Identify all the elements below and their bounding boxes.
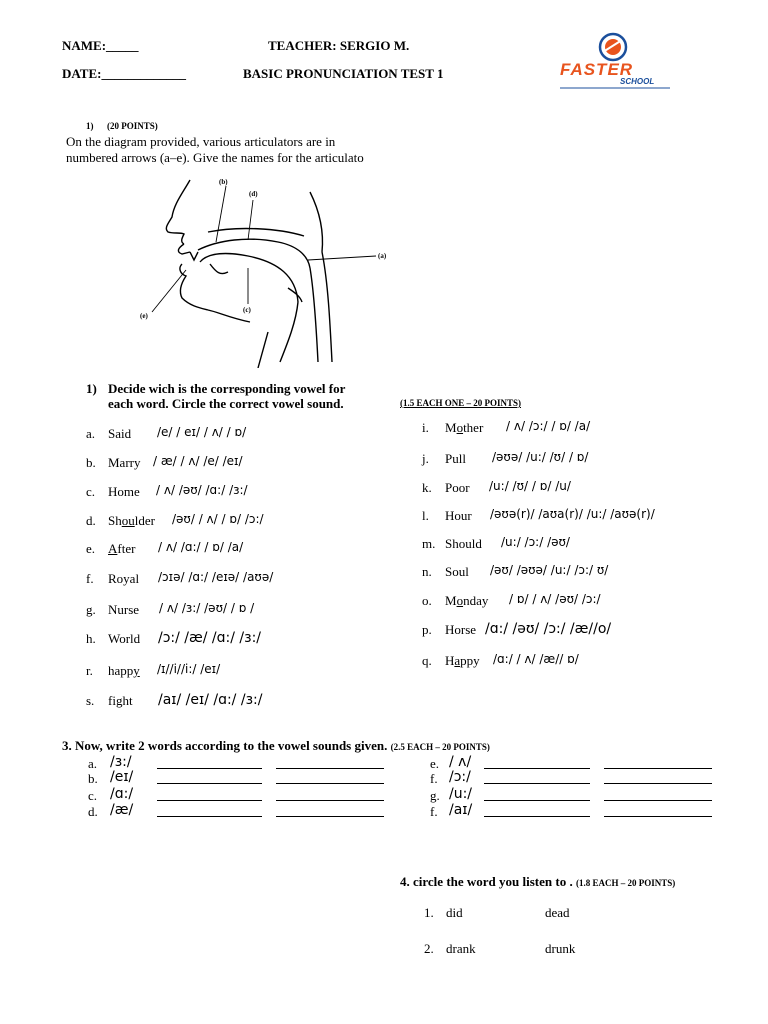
logo-sub-text: SCHOOL [620, 77, 655, 86]
q2-item-word [108, 513, 155, 529]
diagram-label-a: (a) [378, 252, 387, 260]
q3-left-answer-2[interactable] [276, 771, 384, 784]
word-post: Royal [108, 571, 140, 586]
name-label: NAME:_____ [62, 38, 139, 53]
q2-item-vowel-options[interactable]: /əʊ/ / ʌ/ / ɒ/ /ɔ:/ [172, 512, 264, 526]
q2-item-word [445, 536, 482, 552]
q2-item-word [108, 455, 141, 471]
q2-item-letter: l. [422, 508, 429, 523]
q2-item-word [445, 622, 476, 638]
word-underlined: o [456, 420, 464, 435]
articulator-diagram [138, 172, 398, 368]
q2-item-letter: a. [86, 426, 96, 441]
q2-item-letter: r. [86, 663, 93, 678]
q2-item-letter: m. [422, 536, 436, 551]
word-post: Poor [445, 480, 470, 495]
q2-points: (1.5 EACH ONE – 20 POINTS) [400, 398, 522, 408]
q2-title-1: Decide wich is the corresponding vowel for [108, 381, 346, 396]
q2-item-letter: n. [422, 564, 432, 579]
q3-left-vowel: /ɜ:/ [110, 754, 132, 770]
q2-item-vowel-options[interactable]: /ɑ:/ / ʌ/ /æ// ɒ/ [493, 652, 579, 666]
word-underlined: A [108, 541, 118, 556]
q4-points: (1.8 EACH – 20 POINTS) [575, 878, 676, 888]
q2-item-word [108, 426, 131, 442]
q2-item-letter: h. [86, 631, 96, 646]
word-underlined: o [456, 593, 464, 608]
q2-item-letter: g. [86, 602, 96, 617]
q3-left-vowel: /ɑ:/ [110, 786, 134, 802]
q3-points: (2.5 EACH – 20 POINTS) [390, 742, 490, 752]
q3-left-letter: b. [88, 771, 98, 786]
q2-item-letter: k. [422, 480, 432, 495]
q3-left-vowel: /æ/ [110, 802, 134, 818]
q2-item-vowel-options[interactable]: /ɑ:/ /əʊ/ /ɔ:/ /æ//o/ [485, 621, 612, 637]
word-underlined: a [454, 653, 461, 668]
word-post: Said [108, 426, 132, 441]
date-label: DATE:_____________ [62, 66, 186, 81]
q2-item-word [108, 571, 139, 587]
q2-item-word [108, 693, 133, 709]
q3-right-answer-2[interactable] [604, 756, 712, 769]
diagram-label-e: (e) [140, 312, 148, 320]
test-title: BASIC PRONUNCIATION TEST 1 [243, 66, 444, 81]
word-pre: Sh [108, 513, 122, 528]
q3-left-letter: d. [88, 804, 98, 819]
q2-item-letter: d. [86, 513, 96, 528]
q2-item-vowel-options[interactable]: / æ/ / ʌ/ /e/ /eɪ/ [153, 454, 243, 468]
word-underlined: y [133, 663, 140, 678]
q4-word-option-2[interactable]: dead [545, 905, 570, 920]
q4-item-number: 1. [424, 905, 434, 920]
q3-right-vowel: /aɪ/ [449, 802, 473, 818]
word-pre: M [445, 420, 457, 435]
vocal-tract-diagram-icon [138, 172, 398, 368]
word-pre: M [445, 593, 457, 608]
q2-item-vowel-options[interactable]: / ɒ/ / ʌ/ /əʊ/ /ɔ:/ [509, 592, 601, 606]
q3-left-answer-1[interactable] [157, 804, 262, 817]
q4-word-option-2[interactable]: drunk [545, 941, 576, 956]
q2-item-word [445, 593, 488, 609]
q4-word-option-1[interactable]: drank [446, 941, 476, 956]
q2-item-vowel-options[interactable]: / ʌ/ /ɑ:/ / ɒ/ /a/ [158, 540, 244, 554]
q2-item-vowel-options[interactable]: /e/ / eɪ/ / ʌ/ / ɒ/ [157, 425, 247, 439]
diagram-label-d: (d) [249, 190, 258, 198]
word-post: Horse [445, 622, 477, 637]
q3-right-letter: e. [430, 756, 440, 771]
word-post: nday [463, 593, 489, 608]
logo-main-text: FASTER [560, 60, 634, 79]
q3-left-answer-1[interactable] [157, 771, 262, 784]
word-post: Home [108, 484, 140, 499]
word-post: Marry [108, 455, 141, 470]
q3-title [62, 738, 490, 754]
q3-right-vowel: / ʌ/ [449, 754, 472, 770]
q3-left-letter: a. [88, 756, 98, 771]
q2-title-2: each word. Circle the correct vowel sound. [108, 396, 344, 411]
q2-item-word [445, 653, 480, 669]
word-pre: happ [108, 663, 134, 678]
q3-right-answer-2[interactable] [604, 771, 712, 784]
word-underlined: ou [121, 513, 135, 528]
q3-left-vowel: /eɪ/ [110, 769, 134, 785]
school-logo [556, 30, 676, 92]
q3-right-letter: f. [430, 771, 438, 786]
q3-left-answer-2[interactable] [276, 788, 384, 801]
q4-title [400, 874, 675, 890]
word-post: Soul [445, 564, 469, 579]
q3-right-letter: g. [430, 788, 440, 803]
q3-left-answer-1[interactable] [157, 756, 262, 769]
word-pre: H [445, 653, 455, 668]
word-post: fight [108, 693, 133, 708]
q4-item-number: 2. [424, 941, 434, 956]
word-post: Hour [445, 508, 472, 523]
q2-item-vowel-options[interactable]: / ʌ/ /əʊ/ /ɑ:/ /ɜ:/ [156, 483, 248, 497]
q2-item-letter: e. [86, 541, 96, 556]
q2-item-vowel-options[interactable]: /aɪ/ /eɪ/ /ɑ:/ /ɜ:/ [158, 692, 263, 708]
q2-item-vowel-options[interactable]: / ʌ/ /ɜ:/ /əʊ/ / ɒ / [159, 601, 255, 615]
q3-right-answer-1[interactable] [484, 756, 590, 769]
q2-item-word [445, 480, 470, 496]
q1-instruction-2: numbered arrows (a–e). Give the names for the articulato [66, 150, 364, 165]
word-post: lder [134, 513, 155, 528]
q2-item-letter: f. [86, 571, 94, 586]
q3-right-vowel: /u:/ [449, 786, 473, 802]
q2-item-vowel-options[interactable]: /u:/ /ɔ:/ /əʊ/ [501, 535, 570, 549]
q2-item-vowel-options[interactable]: /ɔɪə/ /ɑ:/ /eɪə/ /aʊə/ [158, 570, 274, 584]
q3-right-answer-2[interactable] [604, 804, 712, 817]
word-post: World [108, 631, 141, 646]
word-post: Nurse [108, 602, 140, 617]
q3-right-vowel: /ɔ:/ [449, 769, 471, 785]
q4-title-text: 4. circle the word you listen to . [400, 874, 573, 889]
q2-item-vowel-options[interactable]: /ɔ:/ /æ/ /ɑ:/ /ɜ:/ [158, 630, 262, 646]
word-post: Should [445, 536, 482, 551]
teacher-label: TEACHER: SERGIO M. [268, 38, 410, 53]
q2-item-letter: p. [422, 622, 432, 637]
word-post: ppy [460, 653, 480, 668]
word-post: fter [117, 541, 136, 556]
word-post: ther [463, 420, 484, 435]
q2-item-word [445, 420, 483, 436]
q1-instruction-1: On the diagram provided, various articulators are in [66, 134, 336, 149]
q2-item-word [108, 541, 135, 557]
q2-item-word [445, 508, 472, 524]
q3-left-answer-1[interactable] [157, 788, 262, 801]
q2-item-vowel-options[interactable]: / ʌ/ /ɔ:/ / ɒ/ /a/ [506, 419, 591, 433]
diagram-label-b: (b) [219, 178, 228, 186]
q2-item-word [108, 602, 139, 618]
q2-item-vowel-options[interactable]: /u:/ /ʊ/ / ɒ/ /u/ [489, 479, 571, 493]
diagram-label-c: (c) [243, 306, 251, 314]
q1-number: 1) [86, 121, 94, 131]
q3-right-letter: f. [430, 804, 438, 819]
q3-right-answer-1[interactable] [484, 788, 590, 801]
q2-item-word [445, 451, 466, 467]
q2-item-letter: i. [422, 420, 429, 435]
q2-item-word [108, 631, 140, 647]
q3-left-answer-2[interactable] [276, 804, 384, 817]
q2-item-letter: j. [422, 451, 429, 466]
word-post: Pull [445, 451, 466, 466]
q2-item-word [108, 484, 140, 500]
q1-points: (20 POINTS) [107, 121, 158, 131]
q2-item-vowel-options[interactable]: /əʊə/ /u:/ /ʊ/ / ɒ/ [492, 450, 589, 464]
q2-item-letter: o. [422, 593, 432, 608]
q3-right-answer-2[interactable] [604, 788, 712, 801]
q2-item-letter: c. [86, 484, 96, 499]
q2-item-vowel-options[interactable]: /əʊ/ /əʊə/ /u:/ /ɔ:/ ʊ/ [490, 563, 609, 577]
q2-number: 1) [86, 381, 97, 396]
q3-title-text: 3. Now, write 2 words according to the vowel sounds given. [62, 738, 388, 753]
q2-item-word [108, 663, 140, 679]
q2-item-letter: b. [86, 455, 96, 470]
q4-word-option-1[interactable]: did [446, 905, 463, 920]
q3-left-answer-2[interactable] [276, 756, 384, 769]
q3-right-answer-1[interactable] [484, 804, 590, 817]
q2-item-vowel-options[interactable]: /ɪ//i//i:/ /eɪ/ [157, 662, 221, 676]
q3-left-letter: c. [88, 788, 98, 803]
q2-item-word [445, 564, 469, 580]
q2-item-letter: q. [422, 653, 432, 668]
q2-item-vowel-options[interactable]: /əʊə(r)/ /aʊa(r)/ /u:/ /aʊə(r)/ [490, 507, 655, 521]
q3-right-answer-1[interactable] [484, 771, 590, 784]
q2-item-letter: s. [86, 693, 95, 708]
